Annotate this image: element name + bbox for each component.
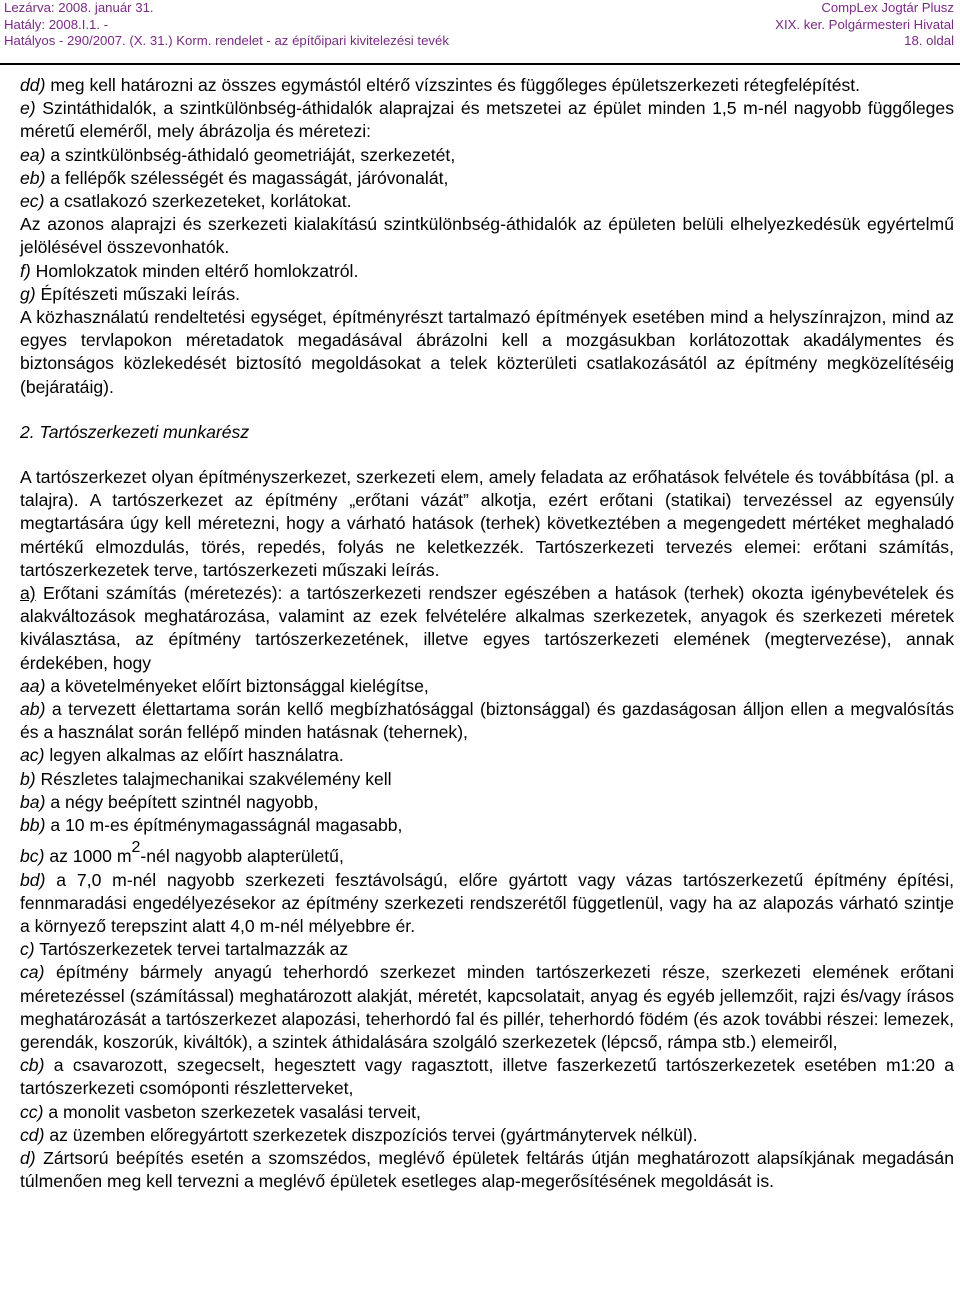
item-text: a csatlakozó szerkezeteket, korlátokat. — [44, 191, 352, 212]
paragraph-ba — [4, 791, 954, 814]
header-hataly: Hatály: 2008.I.1. - — [4, 16, 109, 32]
paragraph-d — [4, 1147, 954, 1193]
paragraph-cd — [4, 1124, 954, 1147]
paragraph-ec — [4, 190, 954, 213]
item-text: a 10 m-es építménymagasságnál magasabb, — [45, 815, 403, 836]
item-label: ab) — [20, 699, 46, 720]
item-label: c) — [20, 939, 35, 960]
paragraph-dd — [4, 74, 954, 97]
item-label: b) — [20, 768, 36, 789]
item-label: ea) — [20, 144, 46, 165]
item-text: Építészeti műszaki leírás. — [35, 283, 241, 304]
item-text: a tervezett élettartama során kellő megbízhatósággal (biztonsággal) és gazdaságosan álljon ellen a megvalósítás és a használat során fellépő minden hatásnak (tehernek), — [20, 699, 954, 743]
item-label: ca) — [20, 962, 45, 983]
paragraph-bb — [4, 814, 954, 837]
item-label: f) — [20, 260, 31, 281]
item-label: bb) — [20, 815, 46, 836]
section-title: 2. Tartószerkezeti munkarész — [20, 421, 250, 442]
paragraph-b — [4, 768, 954, 791]
superscript: 2 — [131, 839, 141, 857]
item-text: a követelményeket előírt biztonsággal kielégítse, — [45, 675, 429, 696]
header-office: XIX. ker. Polgármesteri Hivatal — [775, 16, 954, 32]
item-label: bc) — [20, 846, 45, 867]
spacer — [4, 444, 954, 466]
paragraph-aa — [4, 675, 954, 698]
paragraph-tarto-intro: A tartószerkezet olyan építményszerkezet, szerkezeti elem, amely feladata az erőhatások felvétele és továbbítása (pl. a talajra). A tartószerkezet az építmény „erőtani vázát” alkotja, ezért erőtani (statikai) tervezéssel az egyensúly megtartására úgy kell méretezni, hogy a várható hatások (terhek) következtében a megengedett mértéket meghaladó mértékű elmozdulás, törés, repedés, folyás ne keletkezzék. Tartószerkezeti tervezés elemei: erőtani számítás, tartószerkezetek terve, tartószerkezeti műszaki leírás. — [20, 467, 954, 580]
paragraph-cb — [4, 1054, 954, 1100]
paragraph-e — [4, 97, 954, 143]
paragraph-bc — [4, 839, 954, 868]
item-text: Szintáthidalók, a szintkülönbség-áthidalók alaprajzai és metszetei az épület minden 1,5 m-nél nagyobb függőleges méretű eleméről, mely ábrázolja és méretezi: — [20, 98, 954, 142]
paragraph-bd — [4, 869, 954, 939]
header-hatalyos: Hatályos - 290/2007. (X. 31.) Korm. rendelet - az építőipari kivitelezési tevék — [4, 33, 449, 48]
paragraph-c — [4, 938, 954, 961]
item-text: az üzemben előregyártott szerkezetek diszpozíciós tervei (gyártmánytervek nélkül). — [44, 1124, 698, 1145]
item-text: építmény bármely anyagú teherhordó szerkezet minden tartószerkezeti része, szerkezeti elemének erőtani méretezéssel (számítással) meghatározott alakját, méretét, kapcsolatait, anyag és egyéb jellemzőit, rajzi és/vagy írásos meghatározását a tartószerkezet alapozási, teherhordó fal és pillér, teherhordó födém (és azok további részei: lemezek, gerendák, koszorúk, kiváltók), a szintek áthidalására szolgáló szerkezetek (lépcső, rámpa stb.) elemeiről, — [20, 962, 954, 1052]
item-text: -nél nagyobb alapterületű, — [140, 846, 344, 867]
page-header — [0, 0, 960, 66]
paragraph-ac — [4, 744, 954, 767]
item-text: Tartószerkezetek tervei tartalmazzák az — [34, 939, 349, 960]
item-label: dd) — [20, 75, 46, 95]
paragraph-ea — [4, 144, 954, 167]
item-label: e) — [20, 98, 36, 119]
paragraph-g — [4, 283, 954, 306]
item-label: ac) — [20, 745, 45, 766]
header-page-number: 18. oldal — [904, 33, 954, 48]
document-body — [4, 74, 954, 1193]
item-label: cd) — [20, 1124, 45, 1145]
header-divider — [0, 63, 960, 65]
item-text: Részletes talajmechanikai szakvélemény kell — [35, 768, 392, 789]
header-product: CompLex Jogtár Plusz — [821, 0, 954, 15]
paragraph-azonos: Az azonos alaprajzi és szerkezeti kialakítású szintkülönbség-áthidalók az épületen belüli elhelyezkedésük egyértelmű jelölésével összevonhatók. — [20, 214, 954, 258]
item-text: a monolit vasbeton szerkezetek vasalási terveit, — [43, 1101, 421, 1122]
item-label: cc) — [20, 1101, 44, 1122]
item-text: a csavarozott, szegecselt, hegesztett vagy ragasztott, illetve faszerkezetű tartószerkezetek esetében m1:20 a tartószerkezeti csomóponti részletterveket, — [20, 1055, 954, 1099]
item-label: aa) — [20, 675, 46, 696]
item-text: Erőtani számítás (méretezés): a tartószerkezeti rendszer egészében a hatások (terhek) okozta igénybevételek és alakváltozások meghatározása, valamint az ezek felvételére alkalmas szerkezetek, anyagok és szerkezeti méretek kiválasztása, az építmény tartószerkezetének, illetve egyes tartószerkezeti elemének (megtervezése), annak érdekében, hogy — [20, 583, 954, 673]
paragraph-f — [4, 260, 954, 283]
item-text: a fellépők szélességét és magasságát, járóvonalát, — [45, 167, 449, 188]
item-label: d) — [20, 1147, 36, 1168]
item-text: a négy beépített szintnél nagyobb, — [45, 791, 319, 812]
header-right — [775, 0, 954, 50]
section-heading — [4, 421, 954, 444]
item-label: ec) — [20, 191, 45, 212]
item-text: Homlokzatok minden eltérő homlokzatról. — [30, 260, 359, 281]
paragraph-ca — [4, 961, 954, 1054]
paragraph-a — [4, 582, 954, 675]
item-label: eb) — [20, 167, 46, 188]
item-label: a) — [20, 583, 36, 604]
paragraph-kozhasznalatu: A közhasználatú rendeltetési egységet, építményrészt tartalmazó építmények esetében mind a helyszínrajzon, mind az egyes tervlapokon méretadatok megadásával ábrázolni kell a mozgásukban korlátozottak akadálymentes és biztonságos közlekedését biztosító megoldásokat a telek közterületi csatlakozásától az építmény megközelítéséig (bejáratáig). — [20, 307, 954, 397]
item-text: legyen alkalmas az előírt használatra. — [44, 745, 344, 766]
header-left — [4, 0, 449, 50]
header-lezarva: Lezárva: 2008. január 31. — [4, 0, 154, 15]
item-label: cb) — [20, 1055, 45, 1076]
item-text: a szintkülönbség-áthidaló geometriáját, szerkezetét, — [45, 144, 456, 165]
item-label: ba) — [20, 791, 46, 812]
paragraph-ab — [4, 698, 954, 744]
paragraph-cc — [4, 1101, 954, 1124]
item-text: meg kell határozni az összes egymástól eltérő vízszintes és függőleges épületszerkezeti rétegfelépítést. — [45, 75, 861, 95]
item-label: bd) — [20, 869, 46, 890]
item-label: g) — [20, 283, 36, 304]
item-text: Zártsorú beépítés esetén a szomszédos, meglévő épületek feltárás útján meghatározott alapsíkjának megadásán túlmenően meg kell tervezni a meglévő épületek esetleges alap-megerősítésének megoldását is. — [20, 1147, 954, 1192]
item-text: a 7,0 m-nél nagyobb szerkezeti fesztávolságú, előre gyártott vagy vázas tartószerkezetű építmény építési, fennmaradási engedélyezésekor az építmény szerkezeti rendszerétől függetlenül, vagy ha az alapozás várható szintje a környező terepszint alatt 4,0 m-nél mélyebbre ér. — [20, 869, 954, 936]
spacer — [4, 399, 954, 421]
item-text: az 1000 m — [44, 846, 132, 867]
paragraph-eb — [4, 167, 954, 190]
